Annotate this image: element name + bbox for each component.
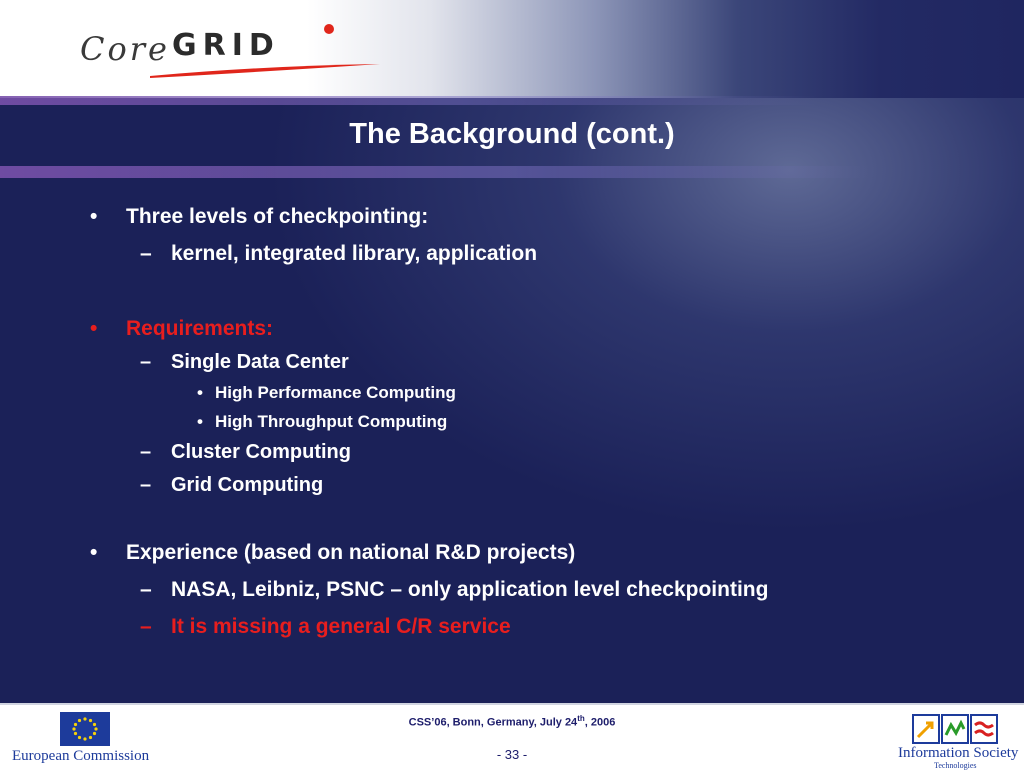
information-society-logo-icon — [912, 713, 998, 747]
bullet-marker: • — [90, 317, 98, 340]
bullet-levels-detail: kernel, integrated library, application — [171, 242, 538, 265]
page-number: - 33 - — [496, 747, 528, 762]
dash-marker: – — [140, 578, 152, 601]
information-society-sublabel: Technologies — [934, 761, 977, 770]
coregrid-logo — [80, 30, 380, 80]
information-society-label: Information Society — [898, 745, 1019, 761]
sub-bullet-marker: • — [197, 412, 203, 431]
requirement-item: Single Data Center — [171, 351, 349, 373]
dash-marker: – — [140, 351, 152, 373]
logo-grid-text: GRID — [172, 28, 280, 63]
bullet-levels: Three levels of checkpointing: — [126, 205, 429, 228]
logo-swoosh-icon — [150, 56, 380, 80]
dash-marker: – — [140, 615, 152, 638]
european-commission-label: European Commission — [12, 748, 150, 764]
bullet-marker: • — [90, 205, 98, 228]
experience-item: NASA, Leibniz, PSNC – only application level checkpointing — [171, 578, 769, 601]
dash-marker: – — [140, 242, 152, 265]
footer-caption — [0, 714, 1024, 729]
bullet-experience: Experience (based on national R&D projects) — [126, 541, 576, 564]
logo-core-text: Core — [80, 30, 170, 68]
slide-footer — [0, 703, 1024, 770]
footer-caption-year: , 2006 — [584, 716, 616, 729]
requirement-item: Grid Computing — [171, 474, 324, 496]
title-stripe — [0, 166, 1024, 178]
bullet-requirements: Requirements: — [126, 317, 274, 340]
dash-marker: – — [140, 474, 152, 496]
slide-title: The Background (cont.) — [349, 118, 675, 150]
requirement-subitem: High Performance Computing — [215, 383, 456, 402]
logo-red-dot — [324, 24, 334, 34]
footer-caption-text: CSS’06, Bonn, Germany, July 24 — [408, 716, 578, 729]
footer-caption-sup: th — [577, 714, 585, 723]
requirement-subitem: High Throughput Computing — [215, 412, 448, 431]
bullet-marker: • — [90, 541, 98, 564]
experience-item-highlight: It is missing a general C/R service — [171, 615, 511, 638]
dash-marker: – — [140, 441, 152, 463]
sub-bullet-marker: • — [197, 383, 203, 402]
header-stripe — [0, 96, 1024, 105]
requirement-item: Cluster Computing — [171, 441, 351, 463]
